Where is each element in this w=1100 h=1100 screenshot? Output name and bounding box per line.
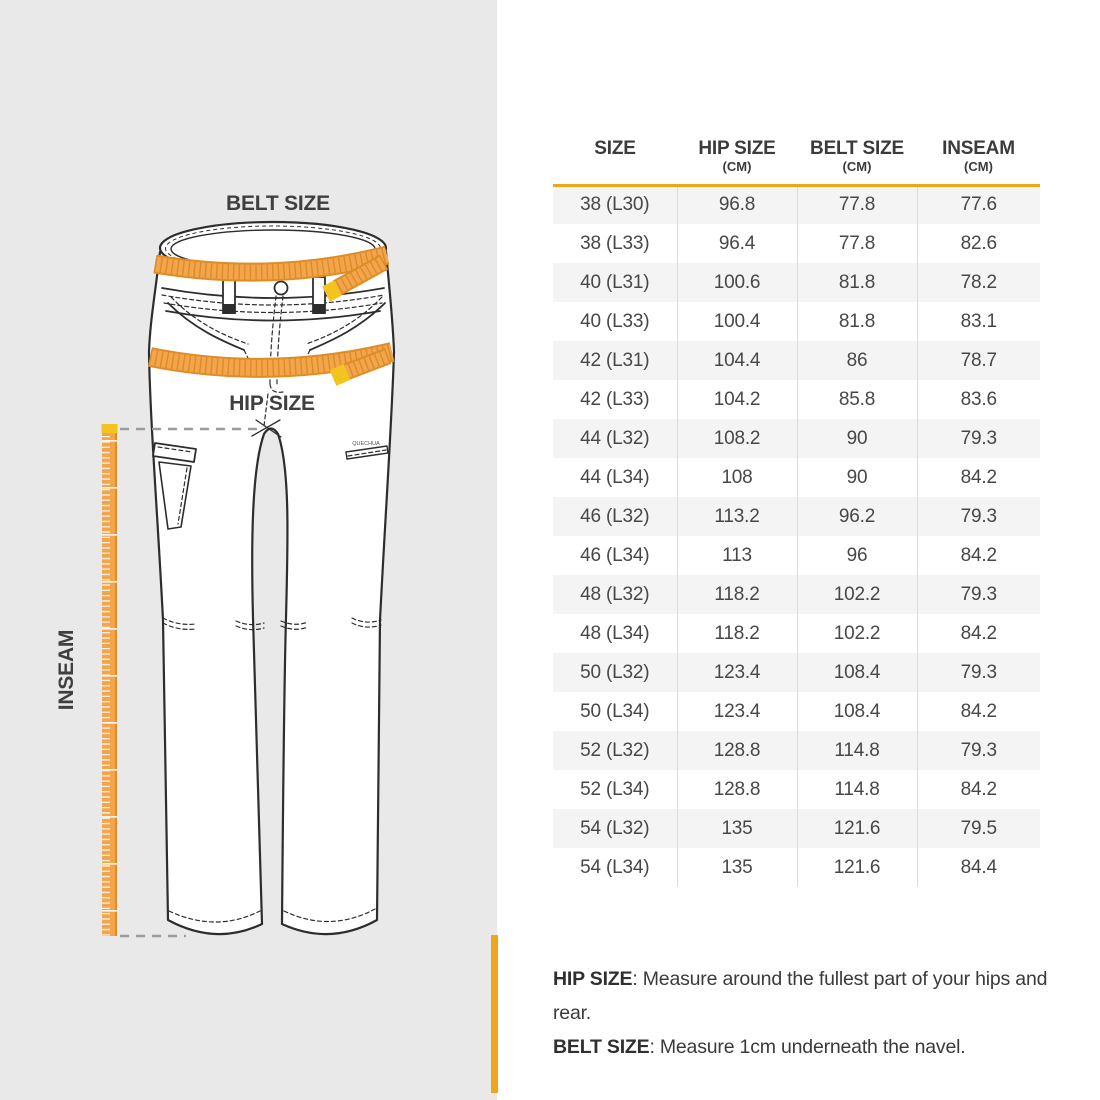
table-cell: 90 <box>797 419 917 458</box>
column-header-size <box>553 130 677 185</box>
table-cell: 78.7 <box>917 341 1040 380</box>
table-cell: 100.6 <box>677 263 797 302</box>
illustration-panel <box>0 0 497 1100</box>
table-cell: 81.8 <box>797 263 917 302</box>
table-cell: 82.6 <box>917 224 1040 263</box>
column-unit: (CM) <box>722 158 752 174</box>
table-cell: 48 (L34) <box>580 622 650 644</box>
size-table <box>553 130 1040 887</box>
table-row <box>553 263 1040 302</box>
table-row <box>553 614 1040 653</box>
table-cell: 84.2 <box>917 692 1040 731</box>
table-cell: 96 <box>797 536 917 575</box>
button <box>275 282 288 295</box>
table-cell: 77.8 <box>797 224 917 263</box>
table-cell: 48 (L32) <box>580 583 650 605</box>
pants-diagram <box>0 0 497 1100</box>
belt-loop <box>223 277 235 314</box>
hip-size-note-text: : Measure around the fullest part of your hips and rear. <box>553 968 1048 1024</box>
table-row <box>553 536 1040 575</box>
table-cell: 114.8 <box>797 770 917 809</box>
belt-size-note-text: : Measure 1cm underneath the navel. <box>649 1036 966 1058</box>
table-row <box>553 770 1040 809</box>
column-header-belt-size <box>797 130 917 185</box>
table-cell: 52 (L34) <box>580 778 650 800</box>
table-cell: 40 (L33) <box>580 310 650 332</box>
table-row <box>553 692 1040 731</box>
table-row <box>553 575 1040 614</box>
table-cell: 108 <box>677 458 797 497</box>
table-cell: 108.4 <box>797 653 917 692</box>
table-row <box>553 731 1040 770</box>
pants-outline <box>149 222 394 934</box>
table-cell: 113 <box>677 536 797 575</box>
table-row <box>553 458 1040 497</box>
table-cell: 79.5 <box>917 809 1040 848</box>
table-cell: 44 (L34) <box>580 466 650 488</box>
table-row <box>553 497 1040 536</box>
measurement-notes <box>553 962 1073 1064</box>
table-cell: 135 <box>677 809 797 848</box>
table-cell: 96.2 <box>797 497 917 536</box>
inseam-ruler <box>102 424 118 936</box>
table-cell: 96.8 <box>677 185 797 224</box>
table-cell: 52 (L32) <box>580 739 650 761</box>
brand-label: QUECHUA <box>352 441 380 447</box>
hip-size-note <box>553 962 1073 1030</box>
table-cell: 50 (L34) <box>580 700 650 722</box>
table-cell: 84.2 <box>917 614 1040 653</box>
hip-size-note-label: HIP SIZE <box>553 968 633 990</box>
table-cell: 77.6 <box>917 185 1040 224</box>
table-cell: 50 (L32) <box>580 661 650 683</box>
table-cell: 123.4 <box>677 692 797 731</box>
table-cell: 38 (L30) <box>580 194 650 216</box>
table-cell: 54 (L32) <box>580 817 650 839</box>
table-row <box>553 185 1040 224</box>
table-cell: 128.8 <box>677 770 797 809</box>
belt-loop <box>313 277 325 314</box>
table-cell: 83.1 <box>917 302 1040 341</box>
table-cell: 104.2 <box>677 380 797 419</box>
table-cell: 121.6 <box>797 809 917 848</box>
table-cell: 79.3 <box>917 731 1040 770</box>
table-row <box>553 653 1040 692</box>
table-row <box>553 809 1040 848</box>
inseam-label: INSEAM <box>55 629 78 711</box>
table-cell: 100.4 <box>677 302 797 341</box>
belt-size-note-label: BELT SIZE <box>553 1036 650 1058</box>
table-cell: 84.2 <box>917 770 1040 809</box>
table-cell: 77.8 <box>797 185 917 224</box>
table-cell: 135 <box>677 848 797 887</box>
table-cell: 83.6 <box>917 380 1040 419</box>
table-cell: 46 (L32) <box>580 505 650 527</box>
table-cell: 84.4 <box>917 848 1040 887</box>
table-row <box>553 302 1040 341</box>
table-cell: 114.8 <box>797 731 917 770</box>
size-table-wrap <box>553 130 1040 887</box>
table-cell: 90 <box>797 458 917 497</box>
table-cell: 79.3 <box>917 653 1040 692</box>
column-unit: (CM) <box>964 158 993 174</box>
table-row <box>553 341 1040 380</box>
table-cell: 118.2 <box>677 575 797 614</box>
table-cell: 84.2 <box>917 458 1040 497</box>
table-cell: 78.2 <box>917 263 1040 302</box>
table-cell: 54 (L34) <box>580 856 650 878</box>
belt-size-note <box>553 1030 1073 1064</box>
column-unit: (CM) <box>842 158 872 174</box>
table-cell: 86 <box>797 341 917 380</box>
table-cell: 79.3 <box>917 419 1040 458</box>
table-row <box>553 848 1040 887</box>
column-label: INSEAM <box>942 137 1015 159</box>
table-cell: 38 (L33) <box>580 232 650 254</box>
accent-bar <box>491 935 498 1093</box>
column-label: SIZE <box>594 137 636 159</box>
table-header-row <box>553 130 1040 185</box>
table-cell: 128.8 <box>677 731 797 770</box>
table-cell: 102.2 <box>797 575 917 614</box>
table-cell: 102.2 <box>797 614 917 653</box>
table-cell: 123.4 <box>677 653 797 692</box>
table-cell: 42 (L33) <box>580 388 650 410</box>
table-row <box>553 380 1040 419</box>
table-cell: 121.6 <box>797 848 917 887</box>
table-cell: 118.2 <box>677 614 797 653</box>
table-cell: 79.3 <box>917 497 1040 536</box>
table-cell: 79.3 <box>917 575 1040 614</box>
table-cell: 42 (L31) <box>580 349 650 371</box>
table-cell: 113.2 <box>677 497 797 536</box>
table-cell: 81.8 <box>797 302 917 341</box>
belt-size-label: BELT SIZE <box>226 192 330 215</box>
table-row <box>553 419 1040 458</box>
table-cell: 85.8 <box>797 380 917 419</box>
column-label: HIP SIZE <box>698 137 776 159</box>
table-cell: 108.4 <box>797 692 917 731</box>
table-cell: 40 (L31) <box>580 271 650 293</box>
table-cell: 108.2 <box>677 419 797 458</box>
table-cell: 104.4 <box>677 341 797 380</box>
column-label: BELT SIZE <box>810 137 904 159</box>
column-header-hip-size <box>677 130 797 185</box>
column-unit <box>553 159 677 174</box>
table-cell: 96.4 <box>677 224 797 263</box>
table-cell: 44 (L32) <box>580 427 650 449</box>
column-header-inseam <box>917 130 1040 185</box>
table-row <box>553 224 1040 263</box>
table-cell: 46 (L34) <box>580 544 650 566</box>
hip-size-label: HIP SIZE <box>229 392 315 415</box>
table-cell: 84.2 <box>917 536 1040 575</box>
